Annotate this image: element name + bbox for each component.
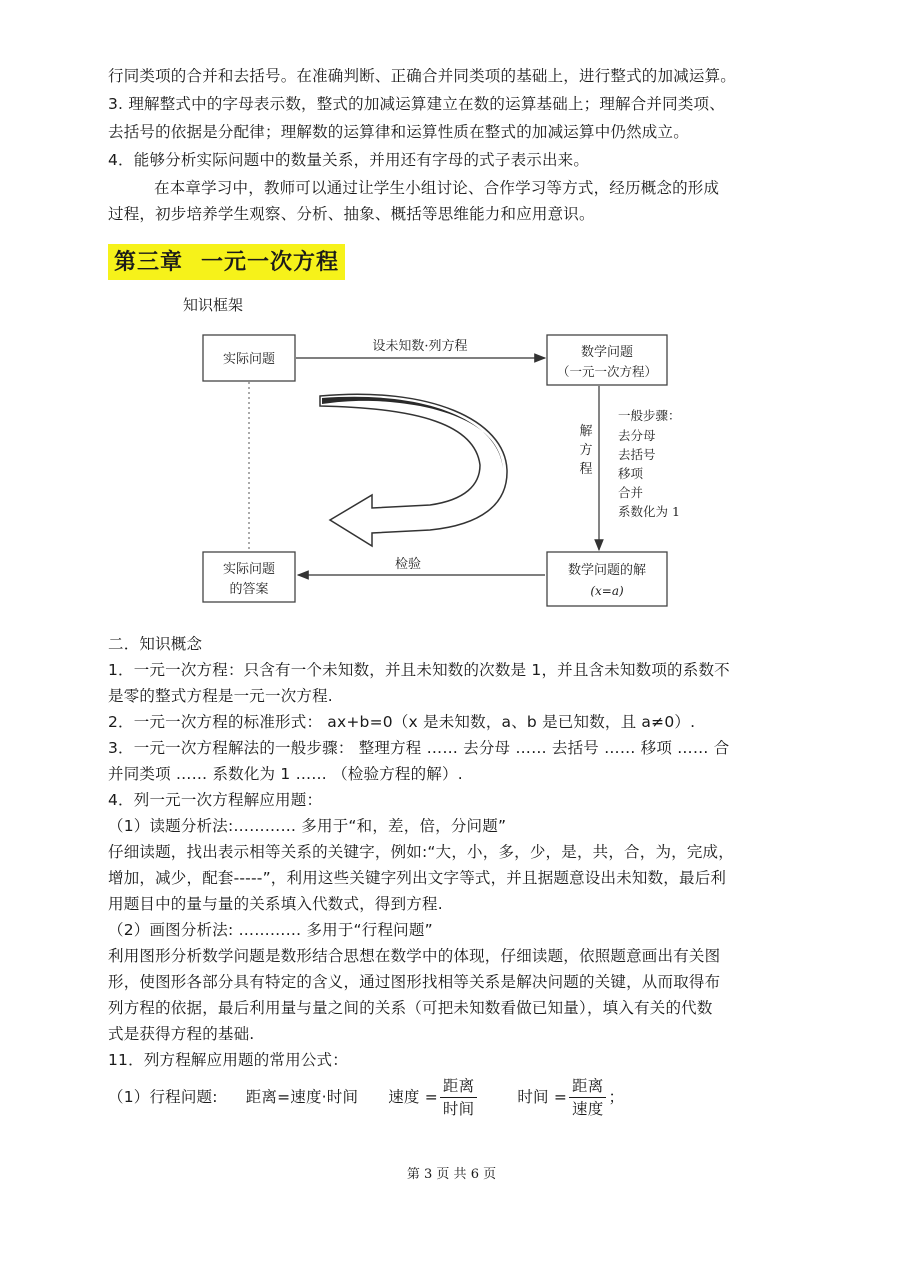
fraction-speed-denominator: 时间 [442, 1099, 475, 1118]
intro-line-6: 过程，初步培养学生观察、分析、抽象、概括等思维能力和应用意识。 [108, 205, 595, 223]
concept-4: 4．列一元一次方程解应用题： [108, 791, 323, 809]
step-3: 移项 [618, 466, 644, 481]
method-1-c: 用题目中的量与量的关系填入代数式，得到方程. [108, 895, 443, 913]
fraction-speed-numerator: 距离 [440, 1075, 477, 1098]
fraction-time [569, 1075, 606, 1120]
concept-3-b: 并同类项 …… 系数化为 1 …… （检验方程的解）. [108, 765, 463, 783]
concept-1-b: 是零的整式方程是一元一次方程. [108, 687, 333, 705]
method-2-a: 利用图形分析数学问题是数形结合思想在数学中的体现，仔细读题，依照题意画出有关图 [108, 947, 721, 965]
formula-time-label: 时间 = [517, 1088, 568, 1106]
concept-3-a: 3．一元一次方程解法的一般步骤： 整理方程 …… 去分母 …… 去括号 …… 移项 …… 合 [108, 739, 730, 757]
box-solution-text-2: (x=a) [590, 584, 624, 598]
method-2-b: 形，使图形各部分具有特定的含义，通过图形找相等关系是解决问题的关键，从而取得布 [108, 973, 721, 991]
step-2: 去括号 [618, 447, 656, 462]
fraction-time-denominator: 速度 [572, 1099, 604, 1118]
solve-char-3: 程 [579, 462, 593, 477]
formula-speed-label: 速度 = [388, 1088, 438, 1106]
method-2-d: 式是获得方程的基础. [108, 1025, 255, 1043]
formula-distance: 距离=速度·时间 [245, 1088, 359, 1106]
fraction-time-numerator: 距离 [569, 1075, 606, 1098]
formula-line [108, 1074, 624, 1120]
box-answer-text-2: 的答案 [229, 582, 269, 597]
method-1-b: 增加，减少，配套-----”，利用这些关键字列出文字等式，并且据题意设出未知数，最后利 [108, 869, 727, 887]
method-1-a: 仔细读题，找出表示相等关系的关键字，例如:“大，小，多，少，是，共，合，为，完成， [108, 843, 734, 861]
formula-end: ； [608, 1088, 625, 1106]
knowledge-framework-diagram [190, 320, 710, 620]
method-2: （2）画图分析法: ………… 多用于“行程问题” [108, 921, 433, 939]
chapter-number: 第三章 [114, 249, 184, 275]
method-1: （1）读题分析法:………… 多用于“和，差，倍，分问题” [108, 817, 507, 835]
concept-11: 11．列方程解应用题的常用公式： [108, 1051, 348, 1069]
chapter-heading [108, 244, 345, 280]
framework-label: 知识框架 [183, 296, 244, 314]
concept-1-a: 1．一元一次方程：只含有一个未知数，并且未知数的次数是 1，并且含未知数项的系数不 [108, 661, 730, 679]
arrow-top-label: 设未知数·列方程 [372, 339, 468, 354]
box-math-problem-text-1: 数学问题 [580, 345, 634, 360]
box-solution-text-1: 数学问题的解 [567, 563, 647, 578]
intro-line-1: 行同类项的合并和去括号。在准确判断、正确合并同类项的基础上，进行整式的加减运算。 [108, 67, 737, 85]
solve-char-2: 方 [579, 443, 593, 458]
method-2-c: 列方程的依据，最后利用量与量之间的关系（可把未知数看做已知量），填入有关的代数 [108, 999, 713, 1017]
chapter-title: 一元一次方程 [201, 249, 340, 275]
curved-arrow-icon [320, 394, 507, 546]
box-answer-text-1: 实际问题 [222, 562, 276, 577]
step-1: 去分母 [618, 428, 656, 443]
step-5: 系数化为 1 [618, 504, 680, 519]
step-4: 合并 [618, 485, 644, 500]
intro-line-4: 4．能够分析实际问题中的数量关系，并用还有字母的式子表示出来。 [108, 151, 590, 169]
intro-line-3: 去括号的依据是分配律；理解数的运算律和运算性质在整式的加减运算中仍然成立。 [108, 123, 689, 141]
step-0: 一般步骤： [618, 408, 681, 423]
box-real-problem-text: 实际问题 [222, 352, 276, 367]
concepts-title: 二．知识概念 [108, 635, 203, 653]
fraction-speed [440, 1075, 477, 1120]
solve-char-1: 解 [579, 424, 593, 439]
intro-line-2: 3. 理解整式中的字母表示数，整式的加减运算建立在数的运算基础上；理解合并同类项、 [108, 95, 725, 113]
formula-label: （1）行程问题: [108, 1088, 218, 1106]
page-footer: 第 3 页 共 6 页 [406, 1167, 497, 1182]
box-math-problem-text-2: （一元一次方程） [556, 364, 658, 379]
intro-line-5: 在本章学习中，教师可以通过让学生小组讨论、合作学习等方式，经历概念的形成 [154, 179, 720, 197]
arrow-bottom-label: 检验 [394, 557, 422, 572]
concept-2: 2．一元一次方程的标准形式： ax+b=0（x 是未知数，a、b 是已知数，且 a≠0）. [108, 713, 696, 731]
